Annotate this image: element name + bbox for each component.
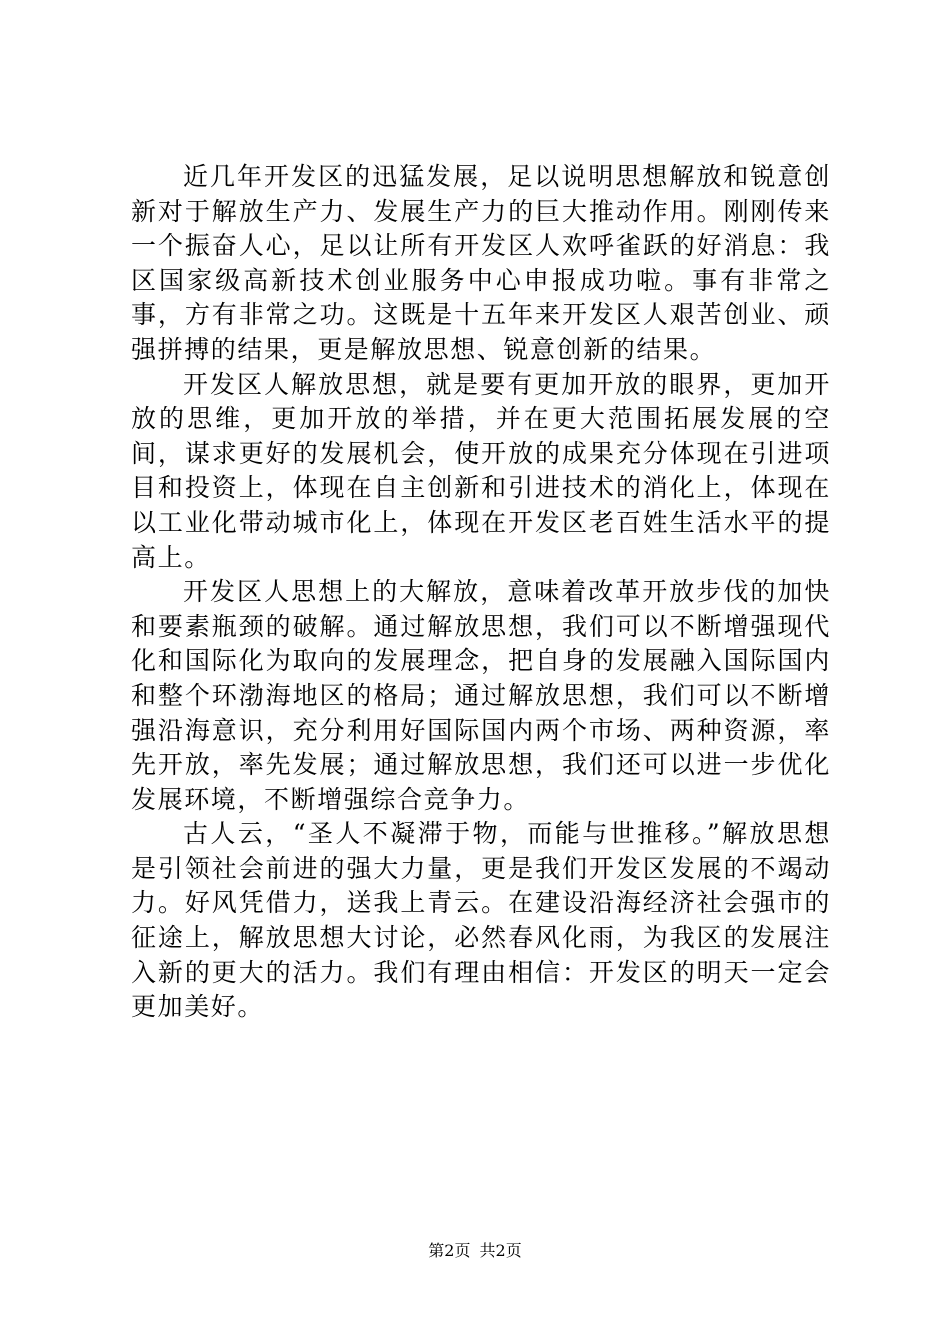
paragraph: 古人云，“圣人不凝滞于物，而能与世推移。”解放思想是引领社会前进的强大力量，更是我们开发区发展的不竭动力。好风凭借力，送我上青云。在建设沿海经济社会强市的征途上，解放思想大讨论，必然春风化雨，为我区的发展注入新的更大的活力。我们有理由相信：开发区的明天一定会更加美好。 [131, 819, 831, 1022]
paragraph: 近几年开发区的迅猛发展，足以说明思想解放和锐意创新对于解放生产力、发展生产力的巨大推动作用。刚刚传来一个振奋人心，足以让所有开发区人欢呼雀跃的好消息：我区国家级高新技术创业服务中心申报成功啦。事有非常之事，方有非常之功。这既是十五年来开发区人艰苦创业、顽强拼搏的结果，更是解放思想、锐意创新的结果。 [131, 162, 831, 364]
document-body [131, 160, 831, 1025]
page-number: 第2页 [428, 1241, 471, 1260]
page-footer [0, 1240, 950, 1262]
page-total: 共2页 [479, 1241, 522, 1260]
paragraph: 开发区人解放思想，就是要有更加开放的眼界，更加开放的思维，更加开放的举措，并在更大范围拓展发展的空间，谋求更好的发展机会，使开放的成果充分体现在引进项目和投资上，体现在自主创新和引进技术的消化上，体现在以工业化带动城市化上，体现在开发区老百姓生活水平的提高上。 [131, 369, 831, 572]
paragraph: 开发区人思想上的大解放，意味着改革开放步伐的加快和要素瓶颈的破解。通过解放思想，我们可以不断增强现代化和国际化为取向的发展理念，把自身的发展融入国际国内和整个环渤海地区的格局；通过解放思想，我们可以不断增强沿海意识，充分利用好国际国内两个市场、两种资源，率先开放，率先发展；通过解放思想，我们还可以进一步优化发展环境，不断增强综合竞争力。 [131, 577, 831, 814]
